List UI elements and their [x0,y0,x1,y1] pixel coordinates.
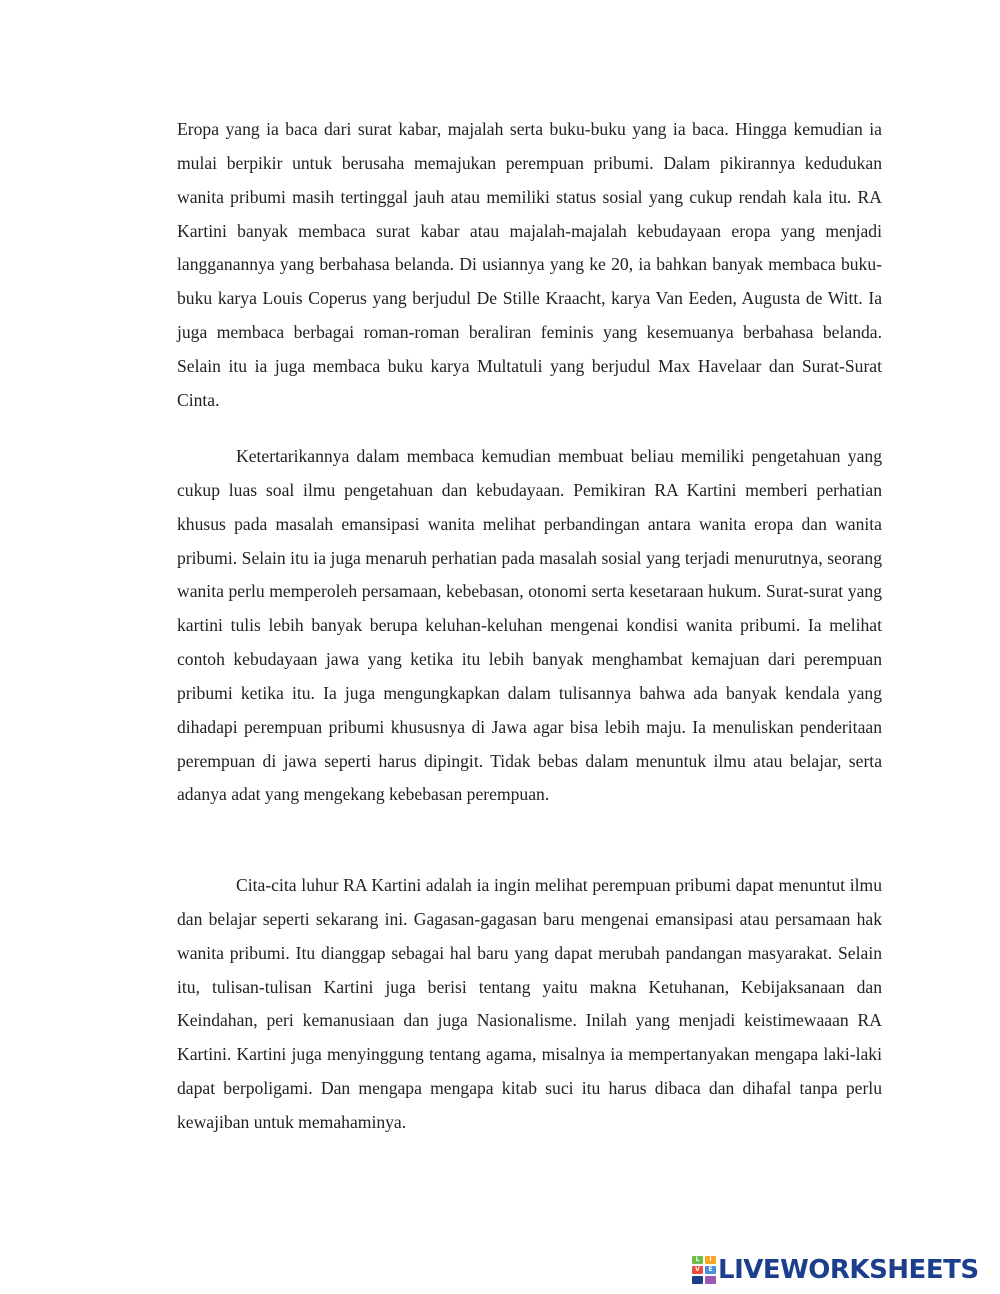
liveworksheets-logo[interactable] [692,1253,979,1287]
liveworksheets-logo-icon [692,1256,716,1284]
logo-tile: I [705,1256,716,1264]
logo-tile [692,1276,703,1284]
logo-tile [705,1276,716,1284]
logo-tile: V [692,1266,703,1274]
logo-tile: E [705,1266,716,1274]
logo-tile: L [692,1256,703,1264]
paragraph-1: Eropa yang ia baca dari surat kabar, majalah serta buku-buku yang ia baca. Hingga kemudian ia mulai berpikir untuk berusaha memajukan perempuan pribumi. Dalam pikirannya kedudukan wanita pribumi masih tertinggal jauh atau memiliki status sosial yang cukup rendah kala itu. RA Kartini banyak membaca surat kabar atau majalah-majalah kebudayaan eropa yang menjadi langganannya yang berbahasa belanda. Di usiannya yang ke 20, ia bahkan banyak membaca buku-buku karya Louis Coperus yang berjudul De Stille Kraacht, karya Van Eeden, Augusta de Witt. Ia juga membaca berbagai roman-roman beraliran feminis yang kesemuanya berbahasa belanda. Selain itu ia juga membaca buku karya Multatuli yang berjudul Max Havelaar dan Surat-Surat Cinta. [177,119,882,410]
paragraph-3: Cita-cita luhur RA Kartini adalah ia ingin melihat perempuan pribumi dapat menuntut ilmu dan belajar seperti sekarang ini. Gagasan-gagasan baru mengenai emansipasi atau persamaan hak wanita pribumi. Itu dianggap sebagai hal baru yang dapat merubah pandangan masyarakat. Selain itu, tulisan-tulisan Kartini juga berisi tentang yaitu makna Ketuhanan, Kebijaksanaan dan Keindahan, peri kemanusiaan dan juga Nasionalisme. Inilah yang menjadi keistimewaaan RA Kartini. Kartini juga menyinggung tentang agama, misalnya ia mempertanyakan mengapa laki-laki dapat berpoligami. Dan mengapa mengapa kitab suci itu harus dibaca dan dihafal tanpa perlu kewajiban untuk memahaminya. [177,875,882,1132]
paragraph-2: Ketertarikannya dalam membaca kemudian membuat beliau memiliki pengetahuan yang cukup luas soal ilmu pengetahuan dan kebudayaan. Pemikiran RA Kartini memberi perhatian khusus pada masalah emansipasi wanita melihat perbandingan antara wanita eropa dan wanita pribumi. Selain itu ia juga menaruh perhatian pada masalah sosial yang terjadi menurutnya, seorang wanita perlu memperoleh persamaan, kebebasan, otonomi serta kesetaraan hukum. Surat-surat yang kartini tulis lebih banyak berupa keluhan-keluhan mengenai kondisi wanita pribumi. Ia melihat contoh kebudayaan jawa yang ketika itu lebih banyak menghambat kemajuan dari perempuan pribumi ketika itu. Ia juga mengungkapkan dalam tulisannya bahwa ada banyak kendala yang dihadapi perempuan pribumi khususnya di Jawa agar bisa lebih maju. Ia menuliskan penderitaan perempuan di jawa seperti harus dipingit. Tidak bebas dalam menuntuk ilmu atau belajar, serta adanya adat yang mengekang kebebasan perempuan. [177,446,882,805]
logo-text: LIVEWORKSHEETS [718,1255,979,1285]
